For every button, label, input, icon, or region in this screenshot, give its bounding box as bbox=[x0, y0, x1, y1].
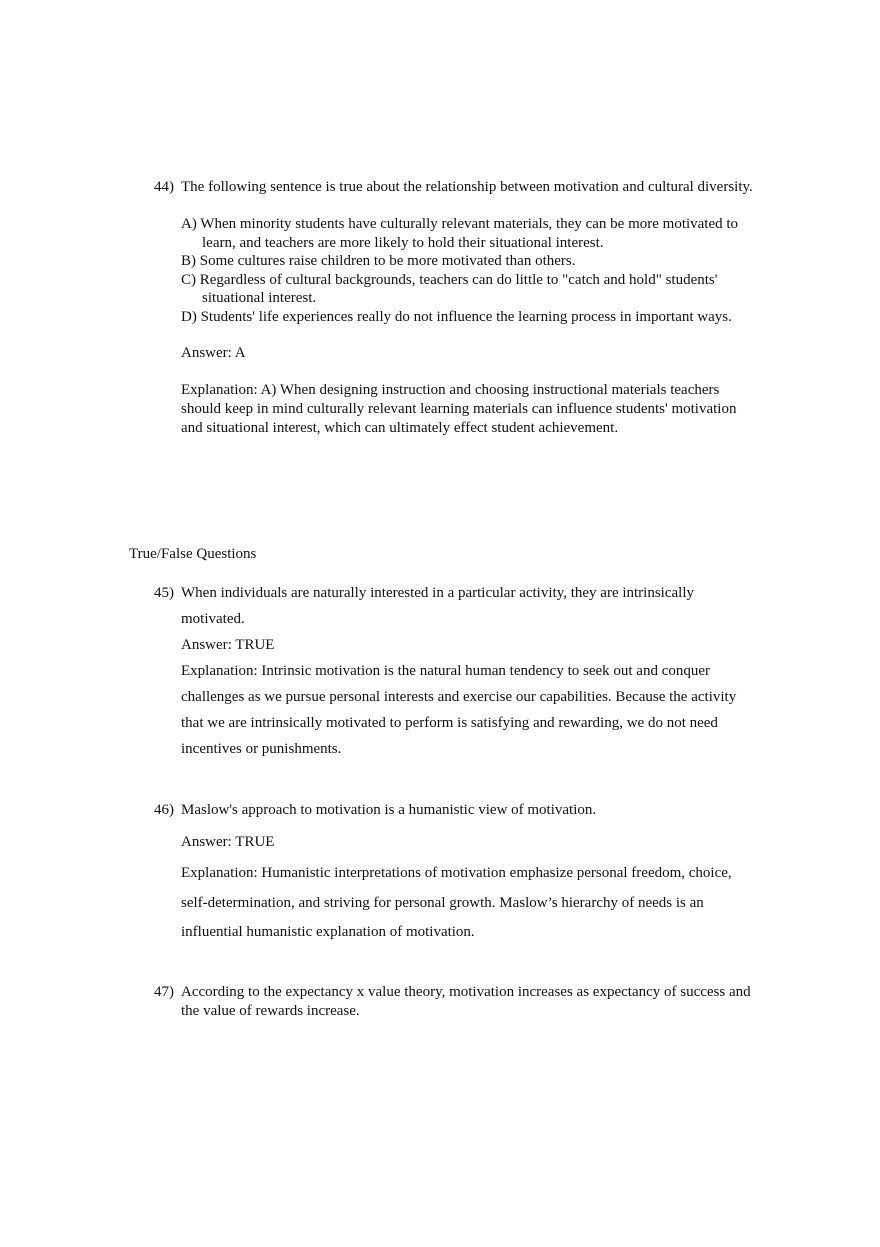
question-number: 45) bbox=[154, 585, 174, 601]
section-heading: True/False Questions bbox=[129, 546, 257, 562]
choice-c: C) Regardless of cultural backgrounds, teachers can do little to "catch and hold" students' situational interest. bbox=[181, 271, 718, 306]
question-number: 44) bbox=[154, 179, 174, 195]
question-number: 46) bbox=[154, 802, 174, 818]
answer-choices bbox=[181, 215, 754, 326]
question-text: Maslow's approach to motivation is a humanistic view of motivation. bbox=[181, 802, 597, 818]
explanation: Explanation: Humanistic interpretations of motivation emphasize personal freedom, choice, self-determination, and striving for personal growth. Maslow’s hierarchy of needs is an influential humanistic explanation of motivation. bbox=[181, 865, 732, 940]
answer: Answer: TRUE bbox=[181, 834, 275, 850]
question-45 bbox=[154, 580, 754, 762]
answer: Answer: A bbox=[181, 345, 246, 361]
question-number: 47) bbox=[154, 984, 174, 1000]
answer: Answer: TRUE bbox=[181, 637, 275, 653]
question-44 bbox=[154, 178, 754, 438]
question-text: According to the expectancy x value theory, motivation increases as expectancy of success and the value of rewards increase. bbox=[181, 984, 751, 1019]
question-text: When individuals are naturally interested in a particular activity, they are intrinsically motivated. bbox=[181, 585, 695, 627]
explanation: Explanation: Intrinsic motivation is the natural human tendency to seek out and conquer challenges as we pursue personal interests and exercise our capabilities. Because the activity that we are intrinsically motivated to perform is satisfying and rewarding, we do not need incentives or punishments. bbox=[181, 663, 737, 757]
question-47 bbox=[154, 983, 754, 1021]
choice-a: A) When minority students have culturally relevant materials, they can be more motivated to learn, and teachers are more likely to hold their situational interest. bbox=[181, 216, 739, 251]
explanation: Explanation: A) When designing instruction and choosing instructional materials teachers should keep in mind culturally relevant learning materials can influence students' motivation and situational interest, which can ultimately effect student achievement. bbox=[181, 382, 737, 436]
choice-b: B) Some cultures raise children to be more motivated than others. bbox=[181, 253, 576, 269]
question-text: The following sentence is true about the relationship between motivation and cultural diversity. bbox=[181, 179, 753, 195]
question-46 bbox=[154, 797, 754, 948]
choice-d: D) Students' life experiences really do not influence the learning process in important ways. bbox=[181, 308, 732, 325]
